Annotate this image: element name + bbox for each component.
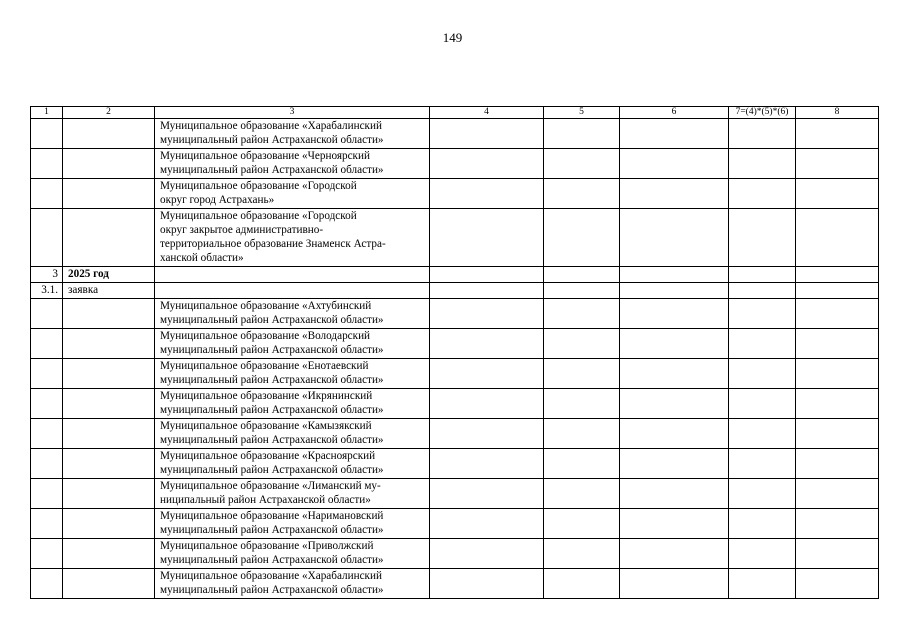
municipality-name-line: Муниципальное образование «Камызякский <box>160 420 372 432</box>
cell-col8 <box>796 419 879 449</box>
cell-col1 <box>31 209 63 267</box>
cell-col6 <box>620 267 729 283</box>
municipality-row <box>31 179 879 209</box>
cell-col6 <box>620 209 729 267</box>
municipality-name-line: Муниципальное образование «Харабалинский <box>160 570 382 582</box>
cell-col2 <box>63 209 155 267</box>
cell-col7 <box>729 419 796 449</box>
municipality-name-line: округ город Астрахань» <box>160 194 275 206</box>
municipality-row <box>31 419 879 449</box>
municipality-row <box>31 299 879 329</box>
cell-col5 <box>544 509 620 539</box>
cell-col6 <box>620 539 729 569</box>
cell-col4 <box>430 283 544 299</box>
cell-col2 <box>63 149 155 179</box>
cell-col4 <box>430 149 544 179</box>
cell-col4 <box>430 449 544 479</box>
cell-col4 <box>430 119 544 149</box>
municipality-name-line: ниципальный район Астраханской области» <box>160 494 371 506</box>
cell-col8 <box>796 509 879 539</box>
cell-col8 <box>796 329 879 359</box>
cell-col1 <box>31 389 63 419</box>
cell-col3 <box>155 267 430 283</box>
municipality-name-line: Муниципальное образование «Городской <box>160 210 357 222</box>
cell-col4 <box>430 479 544 509</box>
cell-col1 <box>31 359 63 389</box>
cell-col1 <box>31 299 63 329</box>
cell-col8 <box>796 479 879 509</box>
cell-col8 <box>796 569 879 599</box>
municipality-name-cell <box>155 329 430 359</box>
municipality-name-cell <box>155 389 430 419</box>
cell-col4 <box>430 419 544 449</box>
cell-col3 <box>155 283 430 299</box>
municipality-name-line: территориальное образование Знаменск Астра- <box>160 238 386 250</box>
municipality-name-cell <box>155 179 430 209</box>
cell-col7 <box>729 449 796 479</box>
municipality-name-cell <box>155 359 430 389</box>
column-header: 8 <box>796 107 879 119</box>
cell-col7 <box>729 389 796 419</box>
municipality-name-line: Муниципальное образование «Лиманский му- <box>160 480 381 492</box>
cell-col1 <box>31 329 63 359</box>
cell-col5 <box>544 209 620 267</box>
column-header: 3 <box>155 107 430 119</box>
cell-col6 <box>620 299 729 329</box>
cell-col7 <box>729 209 796 267</box>
municipality-name-line: муниципальный район Астраханской области» <box>160 434 384 446</box>
cell-col5 <box>544 539 620 569</box>
cell-col6 <box>620 149 729 179</box>
municipality-row <box>31 449 879 479</box>
section-number: 3 <box>31 267 63 283</box>
municipality-name-cell <box>155 569 430 599</box>
municipality-row <box>31 569 879 599</box>
cell-col8 <box>796 283 879 299</box>
cell-col7 <box>729 119 796 149</box>
cell-col7 <box>729 569 796 599</box>
municipality-name-line: муниципальный район Астраханской области» <box>160 554 384 566</box>
municipality-name-line: муниципальный район Астраханской области» <box>160 344 384 356</box>
cell-col6 <box>620 389 729 419</box>
cell-col7 <box>729 329 796 359</box>
cell-col8 <box>796 539 879 569</box>
municipality-row <box>31 329 879 359</box>
cell-col7 <box>729 149 796 179</box>
municipality-name-line: муниципальный район Астраханской области» <box>160 374 384 386</box>
municipality-name-line: Муниципальное образование «Черноярский <box>160 150 370 162</box>
cell-col4 <box>430 209 544 267</box>
municipality-name-line: Муниципальное образование «Ахтубинский <box>160 300 372 312</box>
municipality-name-cell <box>155 479 430 509</box>
municipality-name-cell <box>155 209 430 267</box>
cell-col7 <box>729 283 796 299</box>
cell-col1 <box>31 119 63 149</box>
cell-col8 <box>796 449 879 479</box>
cell-col5 <box>544 479 620 509</box>
cell-col6 <box>620 509 729 539</box>
cell-col7 <box>729 299 796 329</box>
cell-col5 <box>544 449 620 479</box>
table-body <box>31 107 879 599</box>
cell-col2 <box>63 539 155 569</box>
cell-col4 <box>430 267 544 283</box>
cell-col8 <box>796 267 879 283</box>
cell-col5 <box>544 389 620 419</box>
cell-col5 <box>544 283 620 299</box>
cell-col4 <box>430 329 544 359</box>
municipality-name-line: Муниципальное образование «Наримановский <box>160 510 384 522</box>
cell-col4 <box>430 539 544 569</box>
municipality-name-line: ханской области» <box>160 252 244 264</box>
cell-col7 <box>729 509 796 539</box>
cell-col6 <box>620 569 729 599</box>
cell-col2 <box>63 569 155 599</box>
cell-col2 <box>63 299 155 329</box>
municipality-name-cell <box>155 149 430 179</box>
cell-col8 <box>796 209 879 267</box>
municipality-name-line: Муниципальное образование «Володарский <box>160 330 371 342</box>
cell-col1 <box>31 419 63 449</box>
municipality-name-line: Муниципальное образование «Городской <box>160 180 357 192</box>
cell-col6 <box>620 479 729 509</box>
cell-col8 <box>796 389 879 419</box>
municipality-name-cell <box>155 539 430 569</box>
cell-col4 <box>430 509 544 539</box>
municipality-name-line: Муниципальное образование «Приволжский <box>160 540 374 552</box>
municipality-name-cell <box>155 449 430 479</box>
cell-col8 <box>796 299 879 329</box>
cell-col6 <box>620 283 729 299</box>
municipality-name-cell <box>155 509 430 539</box>
cell-col2 <box>63 359 155 389</box>
cell-col1 <box>31 479 63 509</box>
municipality-name-line: муниципальный район Астраханской области» <box>160 134 384 146</box>
cell-col6 <box>620 329 729 359</box>
municipality-name-line: Муниципальное образование «Икрянинский <box>160 390 373 402</box>
cell-col7 <box>729 479 796 509</box>
municipality-name-line: Муниципальное образование «Енотаевский <box>160 360 369 372</box>
cell-col5 <box>544 149 620 179</box>
cell-col1 <box>31 149 63 179</box>
cell-col5 <box>544 569 620 599</box>
page-number: 149 <box>442 30 463 45</box>
cell-col2 <box>63 479 155 509</box>
cell-col7 <box>729 179 796 209</box>
subsection-number: 3.1. <box>31 283 63 299</box>
column-number-row <box>31 107 879 119</box>
cell-col1 <box>31 509 63 539</box>
cell-col2 <box>63 449 155 479</box>
cell-col1 <box>31 179 63 209</box>
municipality-row <box>31 389 879 419</box>
subsection-row <box>31 283 879 299</box>
cell-col8 <box>796 149 879 179</box>
column-header: 5 <box>544 107 620 119</box>
cell-col1 <box>31 569 63 599</box>
cell-col5 <box>544 299 620 329</box>
cell-col8 <box>796 179 879 209</box>
cell-col2 <box>63 389 155 419</box>
cell-col5 <box>544 359 620 389</box>
municipality-row <box>31 209 879 267</box>
municipality-name-line: муниципальный район Астраханской области» <box>160 164 384 176</box>
cell-col2 <box>63 509 155 539</box>
cell-col6 <box>620 449 729 479</box>
cell-col1 <box>31 539 63 569</box>
column-header: 1 <box>31 107 63 119</box>
cell-col4 <box>430 359 544 389</box>
municipality-name-line: округ закрытое административно- <box>160 224 324 236</box>
subsection-label: заявка <box>63 283 155 299</box>
section-row <box>31 267 879 283</box>
budget-table <box>30 106 879 599</box>
municipality-name-cell <box>155 299 430 329</box>
cell-col4 <box>430 299 544 329</box>
cell-col6 <box>620 419 729 449</box>
cell-col4 <box>430 179 544 209</box>
cell-col2 <box>63 119 155 149</box>
cell-col8 <box>796 359 879 389</box>
municipality-row <box>31 539 879 569</box>
municipality-row <box>31 119 879 149</box>
cell-col4 <box>430 389 544 419</box>
municipality-row <box>31 359 879 389</box>
municipality-row <box>31 509 879 539</box>
municipality-name-line: муниципальный район Астраханской области» <box>160 314 384 326</box>
municipality-name-line: муниципальный район Астраханской области» <box>160 584 384 596</box>
cell-col6 <box>620 179 729 209</box>
cell-col7 <box>729 539 796 569</box>
cell-col2 <box>63 419 155 449</box>
municipality-row <box>31 149 879 179</box>
cell-col5 <box>544 179 620 209</box>
section-label: 2025 год <box>63 267 155 283</box>
column-header: 6 <box>620 107 729 119</box>
municipality-name-cell <box>155 119 430 149</box>
municipality-name-line: муниципальный район Астраханской области» <box>160 464 384 476</box>
municipality-name-line: Муниципальное образование «Красноярский <box>160 450 376 462</box>
cell-col6 <box>620 119 729 149</box>
cell-col5 <box>544 329 620 359</box>
cell-col6 <box>620 359 729 389</box>
municipality-name-line: Муниципальное образование «Харабалинский <box>160 120 382 132</box>
column-header: 4 <box>430 107 544 119</box>
municipality-name-line: муниципальный район Астраханской области» <box>160 524 384 536</box>
cell-col5 <box>544 119 620 149</box>
municipality-name-cell <box>155 419 430 449</box>
cell-col7 <box>729 267 796 283</box>
cell-col5 <box>544 267 620 283</box>
column-header: 2 <box>63 107 155 119</box>
cell-col8 <box>796 119 879 149</box>
municipality-name-line: муниципальный район Астраханской области» <box>160 404 384 416</box>
cell-col2 <box>63 179 155 209</box>
municipality-row <box>31 479 879 509</box>
cell-col4 <box>430 569 544 599</box>
cell-col5 <box>544 419 620 449</box>
column-header: 7=(4)*(5)*(6) <box>729 107 796 119</box>
cell-col1 <box>31 449 63 479</box>
cell-col7 <box>729 359 796 389</box>
cell-col2 <box>63 329 155 359</box>
